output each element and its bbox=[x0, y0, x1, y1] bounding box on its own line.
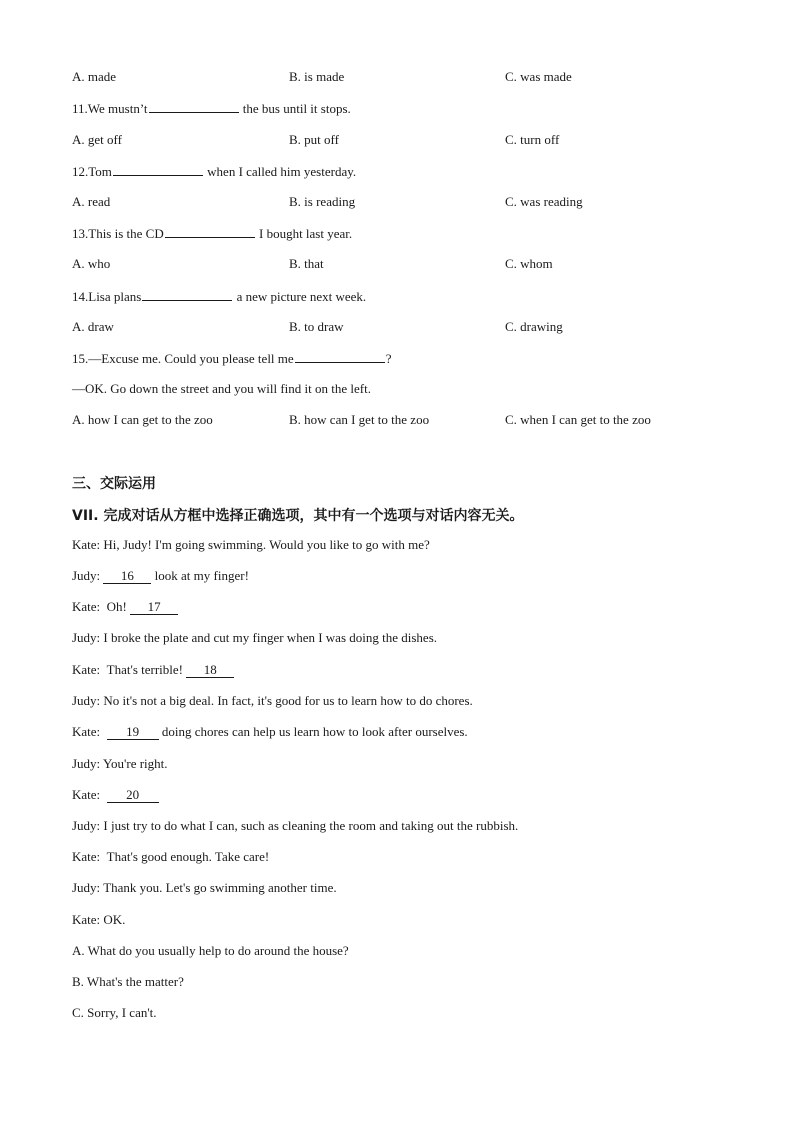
q14-option-a[interactable]: A. draw bbox=[72, 319, 114, 334]
q15-option-b[interactable]: B. how can I get to the zoo bbox=[289, 412, 430, 427]
q15-reply: —OK. Go down the street and you will find it on the left. bbox=[72, 381, 371, 396]
speaker: Kate: bbox=[72, 787, 101, 802]
speaker: Judy: bbox=[72, 756, 101, 771]
line-text: doing chores can help us learn how to look after ourselves. bbox=[158, 724, 468, 739]
q12-option-c[interactable]: C. was reading bbox=[505, 194, 583, 209]
q14-stem bbox=[72, 288, 366, 305]
dialogue-line-3 bbox=[72, 599, 178, 615]
choice-b[interactable]: B. What's the matter? bbox=[72, 974, 184, 989]
speaker: Judy: bbox=[72, 568, 101, 583]
q12-option-b[interactable]: B. is reading bbox=[289, 194, 356, 209]
q13-stem bbox=[72, 225, 352, 242]
q12-blank[interactable] bbox=[113, 163, 203, 176]
q11-text-before: We mustn’t bbox=[87, 101, 148, 116]
q14-text-before: Lisa plans bbox=[88, 289, 142, 304]
speaker: Judy: bbox=[72, 880, 101, 895]
q11-stem bbox=[72, 100, 351, 117]
dialogue-line-6 bbox=[72, 693, 473, 709]
line-text: OK. bbox=[103, 912, 126, 927]
dialogue-line-12 bbox=[72, 880, 337, 896]
q15-number: 15. bbox=[72, 351, 89, 366]
speaker: Kate: bbox=[72, 849, 101, 864]
line-text: No it's not a big deal. In fact, it's good for us to learn how to do chores. bbox=[103, 693, 473, 708]
blank-16[interactable]: 16 bbox=[103, 569, 151, 584]
q13-option-b[interactable]: B. that bbox=[289, 256, 324, 271]
line-text: I just try to do what I can, such as cleaning the room and taking out the rubbish. bbox=[103, 818, 519, 833]
q15-stem bbox=[72, 350, 391, 367]
dialogue-line-1 bbox=[72, 537, 430, 553]
dialogue-line-2 bbox=[72, 568, 249, 584]
dialogue-line-10 bbox=[72, 818, 518, 834]
q10-option-b[interactable]: B. is made bbox=[289, 69, 345, 84]
blank-17[interactable]: 17 bbox=[130, 600, 178, 615]
q13-blank[interactable] bbox=[165, 225, 255, 238]
line-text: That's terrible! bbox=[106, 662, 187, 677]
speaker: Kate: bbox=[72, 599, 101, 614]
line-text: Oh! bbox=[106, 599, 131, 614]
q15-blank[interactable] bbox=[295, 350, 385, 363]
q11-number: 11. bbox=[72, 101, 88, 116]
speaker: Kate: bbox=[72, 912, 101, 927]
q13-text-after: I bought last year. bbox=[255, 226, 353, 241]
q11-blank[interactable] bbox=[149, 100, 239, 113]
speaker: Judy: bbox=[72, 630, 101, 645]
choice-a[interactable]: A. What do you usually help to do around the house? bbox=[72, 943, 349, 958]
blank-18[interactable]: 18 bbox=[186, 663, 234, 678]
line-text: Thank you. Let's go swimming another time. bbox=[103, 880, 337, 895]
q12-text-after: when I called him yesterday. bbox=[203, 164, 357, 179]
q12-stem bbox=[72, 163, 356, 180]
q13-number: 13. bbox=[72, 226, 89, 241]
line-text: That's good enough. Take care! bbox=[106, 849, 270, 864]
q12-option-a[interactable]: A. read bbox=[72, 194, 111, 209]
blank-19[interactable]: 19 bbox=[107, 725, 159, 740]
q15-text-after: ? bbox=[385, 351, 392, 366]
dialogue-line-13 bbox=[72, 912, 125, 928]
q14-option-b[interactable]: B. to draw bbox=[289, 319, 344, 334]
line-text: You're right. bbox=[102, 756, 168, 771]
q15-option-a[interactable]: A. how I can get to the zoo bbox=[72, 412, 213, 427]
dialogue-line-11 bbox=[72, 849, 269, 865]
q14-text-after: a new picture next week. bbox=[233, 289, 367, 304]
dialogue-line-4 bbox=[72, 630, 437, 646]
speaker: Kate: bbox=[72, 724, 101, 739]
dialogue-line-7 bbox=[72, 724, 468, 740]
section-title: 三、交际运用 bbox=[72, 476, 156, 492]
line-text: look at my finger! bbox=[151, 568, 249, 583]
q13-option-a[interactable]: A. who bbox=[72, 256, 111, 271]
q15-option-c[interactable]: C. when I can get to the zoo bbox=[505, 412, 651, 427]
q10-option-a[interactable]: A. made bbox=[72, 69, 117, 84]
speaker: Judy: bbox=[72, 818, 101, 833]
q11-option-b[interactable]: B. put off bbox=[289, 132, 339, 147]
speaker: Kate: bbox=[72, 662, 101, 677]
dialogue-line-5 bbox=[72, 662, 234, 678]
q11-text-after: the bus until it stops. bbox=[239, 101, 351, 116]
q11-option-a[interactable]: A. get off bbox=[72, 132, 122, 147]
speaker: Kate: bbox=[72, 537, 101, 552]
q14-option-c[interactable]: C. drawing bbox=[505, 319, 563, 334]
q15-text-before: —Excuse me. Could you please tell me bbox=[88, 351, 294, 366]
q10-option-c[interactable]: C. was made bbox=[505, 69, 572, 84]
line-text: Hi, Judy! I'm going swimming. Would you like to go with me? bbox=[103, 537, 430, 552]
blank-20[interactable]: 20 bbox=[107, 788, 159, 803]
q11-option-c[interactable]: C. turn off bbox=[505, 132, 560, 147]
dialogue-line-9 bbox=[72, 787, 159, 803]
choice-c[interactable]: C. Sorry, I can't. bbox=[72, 1005, 157, 1020]
q12-number: 12. bbox=[72, 164, 89, 179]
section-instructions: VII. 完成对话从方框中选择正确选项，其中有一个选项与对话内容无关。 bbox=[72, 508, 524, 524]
q12-text-before: Tom bbox=[88, 164, 112, 179]
speaker: Judy: bbox=[72, 693, 101, 708]
dialogue-line-8 bbox=[72, 756, 168, 772]
q14-blank[interactable] bbox=[142, 288, 232, 301]
q13-text-before: This is the CD bbox=[88, 226, 164, 241]
q13-option-c[interactable]: C. whom bbox=[505, 256, 553, 271]
line-text: I broke the plate and cut my finger when I was doing the dishes. bbox=[103, 630, 437, 645]
q14-number: 14. bbox=[72, 289, 89, 304]
